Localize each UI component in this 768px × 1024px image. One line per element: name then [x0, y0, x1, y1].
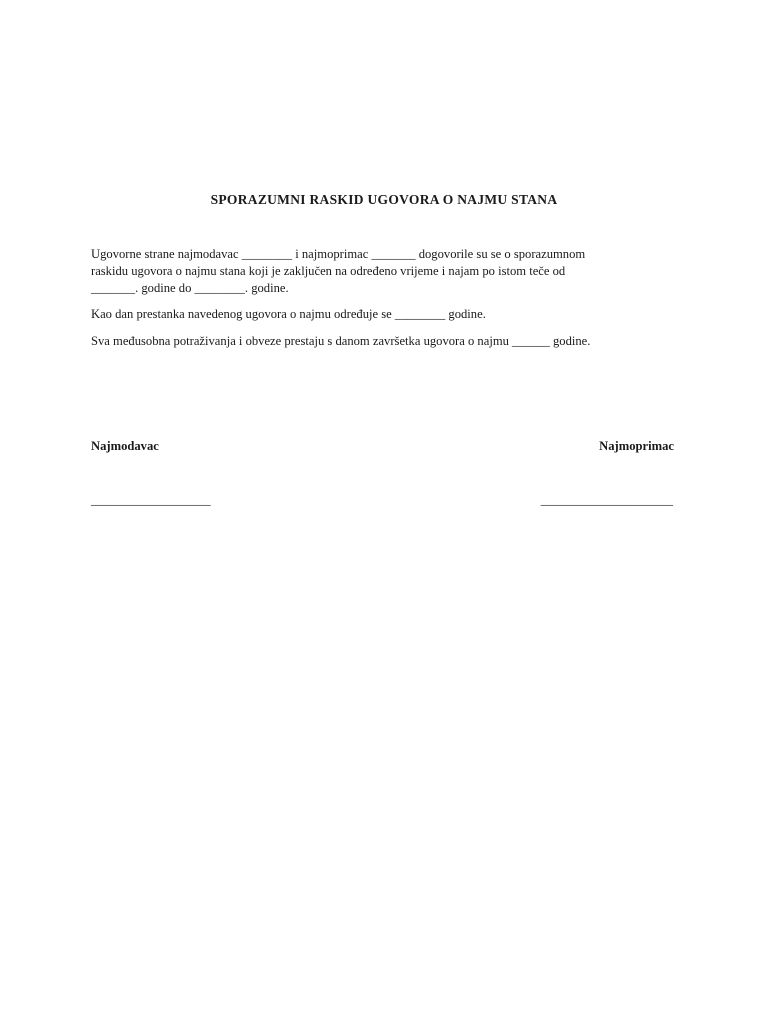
paragraph-termination-date: [91, 306, 691, 323]
tenant-signature-line: _____________________: [540, 493, 673, 507]
paragraph-line: Kao dan prestanka navedenog ugovora o najmu određuje se ________ godine.: [91, 307, 486, 321]
paragraph-line: _______. godine do ________. godine.: [91, 281, 289, 295]
landlord-signature-line: ___________________: [91, 493, 211, 507]
document-title: SPORAZUMNI RASKID UGOVORA O NAJMU STANA: [210, 192, 558, 207]
paragraph-line: raskidu ugovora o najmu stana koji je zaključen na određeno vrijeme i najam po istom teče od: [91, 264, 566, 278]
paragraph-obligations: [91, 333, 691, 350]
landlord-signature-label: Najmodavac: [91, 439, 159, 453]
paragraph-line: Ugovorne strane najmodavac ________ i najmoprimac _______ dogovorile su se o sporazumnom: [91, 247, 586, 261]
tenant-signature-label: Najmoprimac: [599, 439, 674, 453]
paragraph-line: Sva međusobna potraživanja i obveze prestaju s danom završetka ugovora o najmu ______ godine.: [91, 334, 591, 348]
paragraph-parties: [91, 246, 691, 297]
